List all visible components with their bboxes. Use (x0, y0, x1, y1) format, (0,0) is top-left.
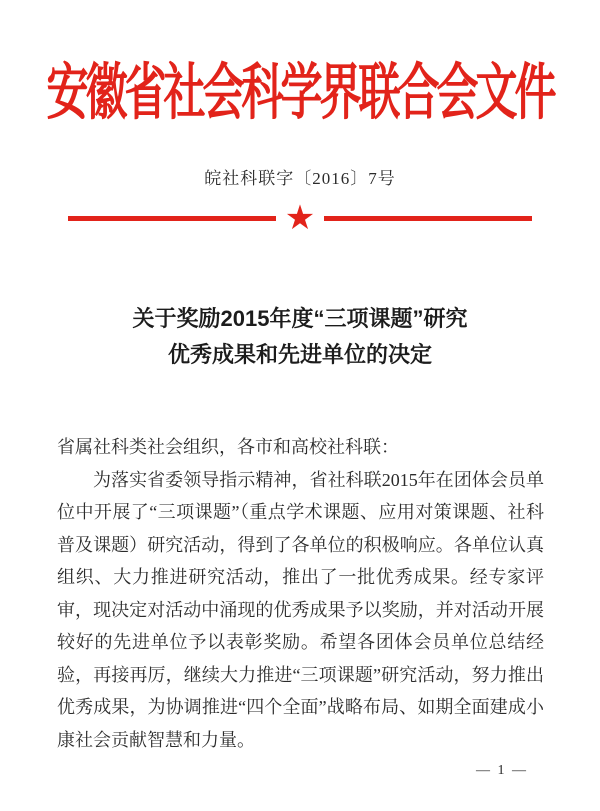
document-title-line1: 关于奖励2015年度“三项课题”研究 (132, 306, 468, 332)
page-number: — 1 — (476, 763, 528, 778)
star-icon: ★ (284, 198, 316, 239)
document-body (57, 431, 544, 756)
letterhead-title: 安徽省社会科学界联合会文件 (46, 60, 554, 128)
document-title (0, 301, 600, 373)
document-title-line2: 优秀成果和先进单位的决定 (167, 342, 432, 368)
red-divider (68, 198, 532, 239)
divider-bar-left (68, 216, 276, 221)
body-paragraph: 为落实省委领导指示精神，省社科联2015年在团体会员单位中开展了“三项课题”（重点学术课题、应用对策课题、社科普及课题）研究活动，得到了各单位的积极响应。各单位认真组织、大力推进研究活动，推出了一批优秀成果。经专家评审，现决定对活动中涌现的优秀成果予以奖励，并对活动开展较好的先进单位予以表彰奖励。希望各团体会员单位总结经验，再接再厉，继续大力推进“三项课题”研究活动，努力推出优秀成果，为协调推进“四个全面”战略布局、如期全面建成小康社会贡献智慧和力量。 (57, 469, 544, 750)
divider-bar-right (324, 216, 532, 221)
document-number: 皖社科联字〔2016〕7号 (204, 169, 396, 189)
salutation-line: 省属社科类社会组织，各市和高校社科联： (57, 437, 399, 458)
